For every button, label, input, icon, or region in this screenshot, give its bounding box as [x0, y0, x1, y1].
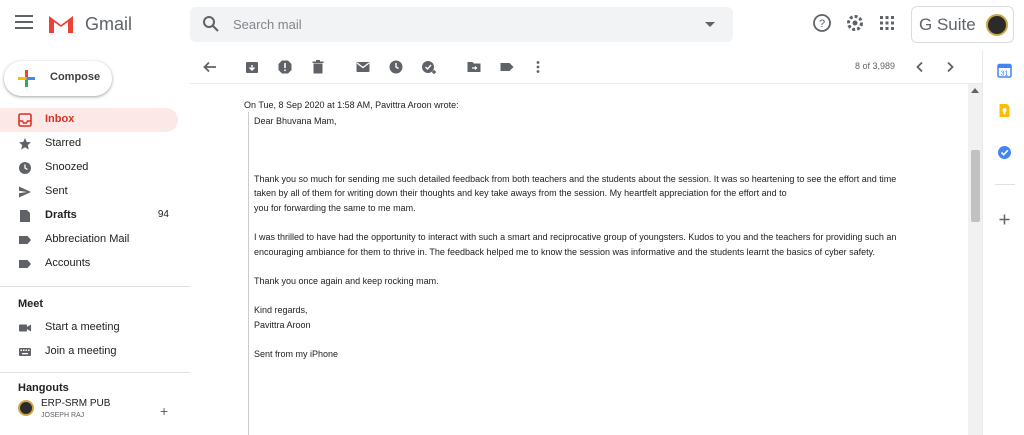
sidebar: [0, 50, 190, 435]
message-toolbar: [190, 50, 982, 84]
star-icon: [18, 137, 32, 151]
archive-icon[interactable]: [244, 59, 260, 75]
side-panel: [982, 50, 1024, 435]
settings-gear-icon[interactable]: [845, 13, 865, 33]
drafts-count: 94: [157, 209, 169, 220]
sidebar-item-drafts[interactable]: [0, 204, 178, 228]
sidebar-item-abbreciation-mail[interactable]: [0, 228, 178, 252]
add-contact-icon[interactable]: +: [160, 403, 169, 419]
more-options-icon[interactable]: [530, 59, 546, 75]
sidebar-item-sent[interactable]: [0, 180, 178, 204]
previous-message-icon[interactable]: [912, 59, 928, 75]
message-line: Thank you so much for sending me such detailed feedback from both teachers and the students about the session. It was so heartening to see the effort and time: [254, 174, 897, 184]
sidebar-item-starred[interactable]: [0, 132, 178, 156]
svg-text:31: 31: [1000, 70, 1009, 78]
help-icon[interactable]: [812, 13, 832, 33]
quote-header: On Tue, 8 Sep 2020 at 1:58 AM, Pavittra Aroon wrote:: [244, 100, 459, 110]
sidebar-item-label: Abbreciation Mail: [45, 233, 130, 245]
message-scrollbar[interactable]: [968, 84, 982, 435]
clock-icon: [18, 161, 32, 175]
side-panel-divider: [995, 184, 1015, 185]
meet-section-title: Meet: [18, 298, 44, 310]
message-count: 8 of 3,989: [855, 61, 896, 71]
add-addon-icon[interactable]: [997, 212, 1012, 227]
top-bar: [0, 0, 1024, 50]
account-avatar[interactable]: [986, 14, 1008, 36]
hangouts-section-title: Hangouts: [18, 382, 69, 394]
message-line: Kind regards,: [254, 305, 308, 315]
calendar-icon[interactable]: [997, 63, 1012, 78]
start-meeting-button[interactable]: [0, 316, 178, 340]
next-message-icon[interactable]: [942, 59, 958, 75]
mark-unread-icon[interactable]: [355, 59, 371, 75]
move-to-icon[interactable]: [466, 59, 482, 75]
sidebar-item-label: Starred: [45, 137, 82, 149]
sidebar-item-snoozed[interactable]: [0, 156, 178, 180]
compose-label: Compose: [50, 71, 101, 83]
join-meeting-button[interactable]: [0, 340, 178, 364]
message-line: Thank you once again and keep rocking mam.: [254, 276, 439, 286]
quote-bar: [248, 112, 249, 435]
hangouts-user-sub: JOSEPH RAJ: [41, 412, 85, 419]
apps-grid-icon[interactable]: [877, 13, 897, 33]
inbox-icon: [18, 113, 32, 127]
scrollbar-thumb[interactable]: [971, 150, 980, 222]
label-icon: [18, 233, 32, 247]
sidebar-item-label: Snoozed: [45, 161, 89, 173]
keep-icon[interactable]: [997, 103, 1012, 118]
search-bar[interactable]: [190, 7, 733, 42]
send-icon: [18, 185, 32, 199]
search-options-icon[interactable]: [705, 22, 715, 27]
back-arrow-icon[interactable]: [202, 59, 218, 75]
draft-icon: [18, 209, 32, 223]
sidebar-item-label: Inbox: [45, 113, 75, 125]
delete-icon[interactable]: [310, 59, 326, 75]
message-line: Dear Bhuvana Mam,: [254, 116, 337, 126]
sidebar-item-label: Accounts: [45, 257, 91, 269]
message-body: [190, 84, 982, 435]
message-line: you for forwarding the same to me mam.: [254, 203, 416, 213]
compose-button[interactable]: [4, 61, 112, 96]
sidebar-item-inbox[interactable]: [0, 108, 178, 132]
meet-item-label: Start a meeting: [45, 321, 120, 333]
tasks-icon[interactable]: [997, 145, 1012, 160]
sidebar-divider: [0, 286, 190, 287]
compose-plus-icon: [18, 70, 35, 87]
message-line: taken by all of them for writing down their thoughts and key take aways from the session. My heartfelt appreciation for the effort and to: [254, 188, 787, 198]
message-line: Sent from my iPhone: [254, 349, 339, 359]
account-switcher[interactable]: [911, 6, 1014, 43]
report-spam-icon[interactable]: [277, 59, 293, 75]
keyboard-icon: [18, 345, 32, 359]
search-input[interactable]: Search mail: [233, 17, 302, 32]
hangouts-avatar: [18, 400, 34, 416]
message-line: Pavittra Aroon: [254, 320, 311, 330]
label-icon: [18, 257, 32, 271]
gmail-logo-icon[interactable]: [47, 13, 75, 34]
sidebar-item-label: Drafts: [45, 209, 77, 221]
sidebar-divider: [0, 372, 190, 373]
hangouts-user-name: ERP-SRM PUB: [41, 398, 111, 409]
app-name: Gmail: [85, 14, 133, 34]
gsuite-label: G Suite: [919, 15, 976, 34]
meet-item-label: Join a meeting: [45, 345, 117, 357]
sidebar-item-label: Sent: [45, 185, 68, 197]
scroll-up-icon[interactable]: [971, 88, 979, 93]
svg-text:?: ?: [818, 18, 826, 30]
search-icon[interactable]: [202, 15, 220, 33]
sidebar-item-accounts[interactable]: [0, 252, 178, 276]
message-line: encouraging ambiance for them to thrive in. The feedback helped me to know the session was informative and the students learnt the basics of cyber safety.: [254, 247, 876, 257]
message-line: I was thrilled to have had the opportunity to interact with such a smart and reciprocative group of youngsters. Kudos to you and the teachers for providing such an: [254, 232, 897, 242]
main-menu-icon[interactable]: [15, 15, 33, 29]
snooze-icon[interactable]: [388, 59, 404, 75]
video-camera-icon: [18, 321, 32, 335]
add-to-tasks-icon[interactable]: [421, 59, 437, 75]
label-icon[interactable]: [499, 59, 515, 75]
